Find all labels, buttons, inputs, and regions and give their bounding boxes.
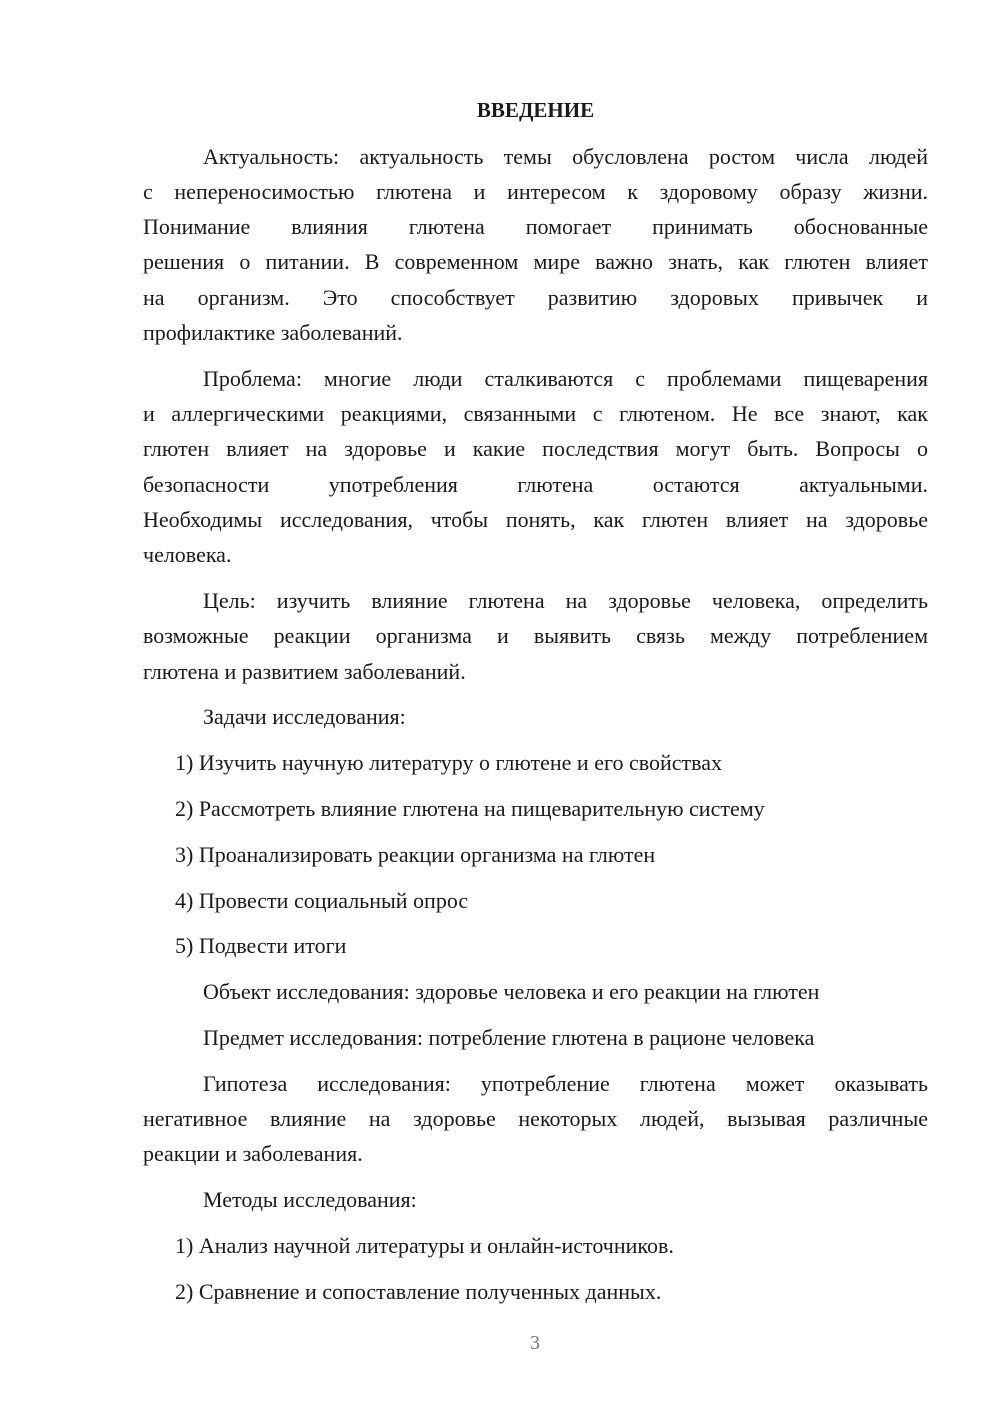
text-line: глютена и развитием заболеваний. [143, 658, 466, 684]
text-line: 2) Рассмотреть влияние глютена на пищеварительную систему [175, 796, 765, 822]
method-item [143, 1228, 928, 1263]
text-line: Объект исследования: здоровье человека и его реакции на глютен [203, 979, 820, 1005]
text-line: человека. [143, 542, 232, 568]
text-line: 2) Сравнение и сопоставление полученных данных. [175, 1278, 662, 1304]
text-line: с непереносимостью глютена и интересом к здоровому образу жизни. [143, 178, 928, 204]
text-line: безопасности употребления глютена остаются актуальными. [143, 471, 928, 497]
subject-paragraph [143, 1020, 928, 1055]
task-item [143, 883, 928, 918]
text-line: профилактике заболеваний. [143, 319, 403, 345]
hypothesis-paragraph [143, 1066, 928, 1172]
text-line: реакции и заболевания. [143, 1141, 363, 1167]
object-paragraph [143, 974, 928, 1009]
relevance-paragraph [143, 139, 928, 351]
text-line: решения о питании. В современном мире важно знать, как глютен влияет [143, 249, 928, 275]
problem-paragraph [143, 361, 928, 573]
text-line: негативное влияние на здоровье некоторых людей, вызывая различные [143, 1106, 928, 1132]
text-line: Понимание влияния глютена помогает принимать обоснованные [143, 214, 928, 240]
section-heading-text: ВВЕДЕНИЕ [476, 98, 595, 122]
tasks-heading [143, 699, 928, 734]
text-line: возможные реакции организма и выявить связь между потреблением [143, 623, 928, 649]
text-line: 1) Анализ научной литературы и онлайн-источников. [175, 1233, 674, 1259]
document-page [143, 93, 928, 1309]
text-line: Цель: изучить влияние глютена на здоровье человека, определить [203, 588, 928, 614]
text-line: Необходимы исследования, чтобы понять, как глютен влияет на здоровье [143, 506, 928, 532]
section-heading [106, 93, 1000, 128]
method-item [143, 1274, 928, 1309]
text-line: 4) Провести социальный опрос [175, 887, 469, 913]
text-line: Актуальность: актуальность темы обусловлена ростом числа людей [203, 143, 928, 169]
text-line: и аллергическими реакциями, связанными с глютеном. Не все знают, как [143, 401, 928, 427]
text-line: Задачи исследования: [203, 704, 406, 730]
goal-paragraph [143, 583, 928, 689]
methods-heading [143, 1182, 928, 1217]
task-item [143, 928, 928, 963]
text-line: Методы исследования: [203, 1187, 417, 1213]
text-line: Гипотеза исследования: употребление глютена может оказывать [203, 1070, 928, 1096]
text-line: 3) Проанализировать реакции организма на глютен [175, 841, 656, 867]
text-line: 5) Подвести итоги [175, 933, 347, 959]
task-item [143, 791, 928, 826]
page-number: 3 [530, 1332, 540, 1354]
text-line: 1) Изучить научную литературу о глютене и его свойствах [175, 750, 722, 776]
document-body [143, 139, 928, 1310]
task-item [143, 837, 928, 872]
text-line: Предмет исследования: потребление глютена в рационе человека [203, 1025, 815, 1051]
text-line: Проблема: многие люди сталкиваются с проблемами пищеварения [203, 365, 928, 391]
text-line: глютен влияет на здоровье и какие последствия могут быть. Вопросы о [143, 436, 928, 462]
text-line: на организм. Это способствует развитию здоровых привычек и [143, 284, 928, 310]
task-item [143, 745, 928, 780]
